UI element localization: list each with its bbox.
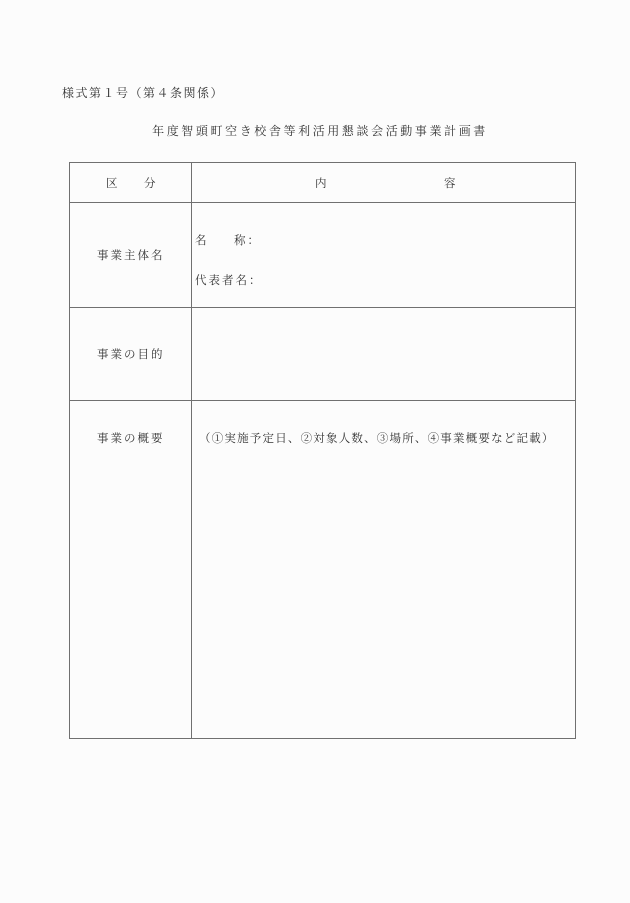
header-content-char2: 容 [444, 175, 458, 190]
table-row-organizer [70, 203, 575, 308]
row-label: 事業の概要 [97, 431, 165, 445]
plan-table [69, 162, 576, 739]
header-category-char1: 区 [106, 175, 120, 190]
table-header-row [70, 163, 575, 203]
name-field-label-a: 名 [195, 233, 209, 247]
name-field-label-b: 称： [234, 233, 261, 247]
row-label-cell [70, 401, 192, 738]
header-category-char2: 分 [144, 175, 158, 190]
overview-content-cell[interactable] [192, 401, 575, 738]
table-row-purpose [70, 308, 575, 401]
overview-instruction: （①実施予定日、②対象人数、③場所、④事業概要など記載） [199, 431, 555, 445]
form-number: 様式第１号（第４条関係） [62, 86, 225, 100]
header-content-char1: 内 [315, 175, 329, 190]
organizer-content-cell[interactable] [192, 203, 575, 307]
row-label-cell [70, 308, 192, 400]
header-content-cell [192, 163, 575, 202]
table-row-overview [70, 401, 575, 738]
row-label-cell [70, 203, 192, 307]
row-label: 事業主体名 [97, 248, 165, 262]
row-label: 事業の目的 [97, 347, 165, 361]
document-title: 年度智頭町空き校舎等利活用懇談会活動事業計画書 [152, 124, 488, 138]
representative-field-label: 代表者名： [195, 273, 263, 287]
purpose-content-cell[interactable] [192, 308, 575, 400]
header-category-cell [70, 163, 192, 202]
